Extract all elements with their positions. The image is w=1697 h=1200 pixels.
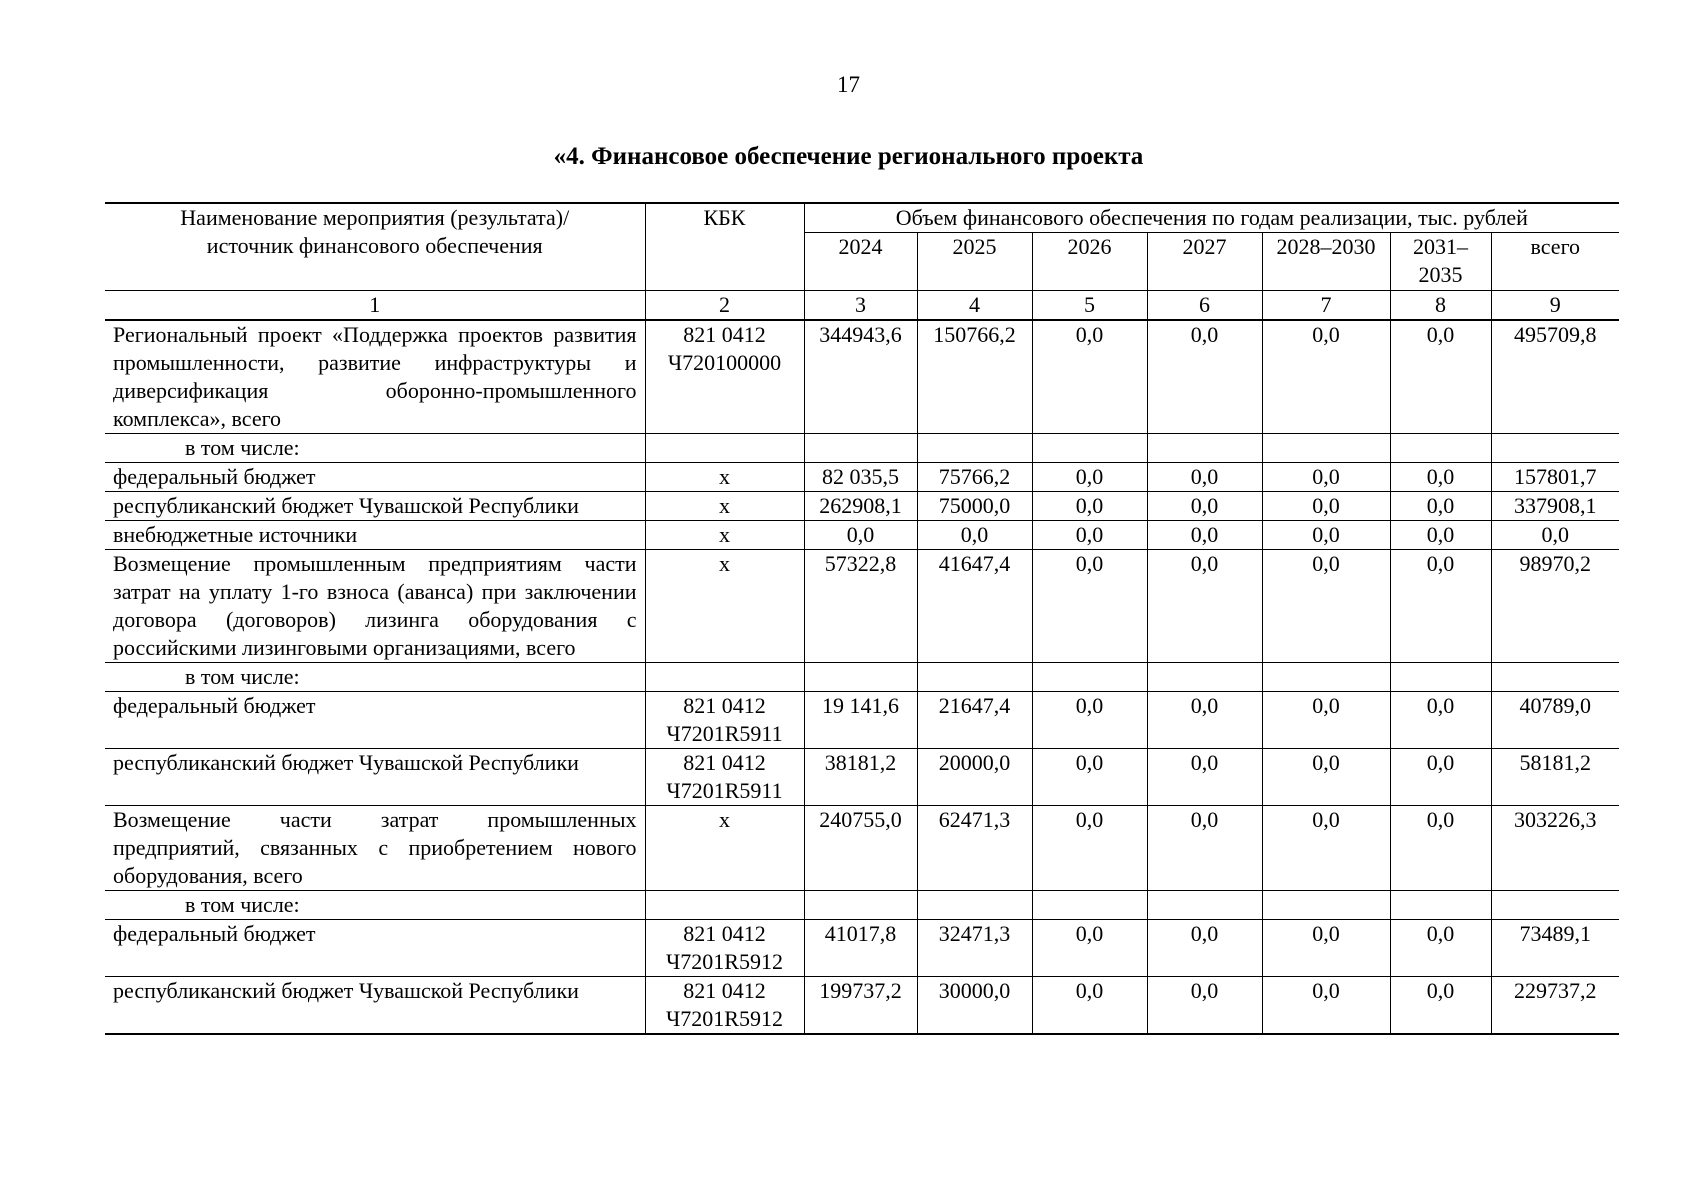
- row-total-value: [1491, 663, 1619, 692]
- table-row: [105, 692, 1619, 749]
- kbk-line: Ч7201R5912: [666, 1006, 783, 1031]
- row-name: Возмещение промышленным предприятиям части затрат на уплату 1-го взноса (аванса) при заключении договора (договоров) лизинга оборудования с российскими лизинговыми организациями, всего: [105, 550, 645, 663]
- row-year-value: [1147, 663, 1262, 692]
- row-name: внебюджетные источники: [105, 521, 645, 550]
- row-year-value: [1390, 434, 1491, 463]
- kbk-line: x: [719, 551, 730, 576]
- row-year-value: 0,0: [1032, 977, 1147, 1035]
- row-year-value: 0,0: [1147, 521, 1262, 550]
- row-kbk: [645, 806, 804, 891]
- row-total-value: 58181,2: [1491, 749, 1619, 806]
- row-name: Возмещение части затрат промышленных предприятий, связанных с приобретением нового оборудования, всего: [105, 806, 645, 891]
- row-total-value: [1491, 891, 1619, 920]
- row-year-value: 0,0: [1390, 550, 1491, 663]
- row-year-value: 0,0: [1032, 550, 1147, 663]
- row-total-value: 495709,8: [1491, 320, 1619, 434]
- row-year-value: [917, 891, 1032, 920]
- table-body: [105, 320, 1619, 1034]
- row-total-value: 303226,3: [1491, 806, 1619, 891]
- table-row: [105, 550, 1619, 663]
- row-year-value: 38181,2: [804, 749, 917, 806]
- row-year-value: [1147, 891, 1262, 920]
- row-year-value: 199737,2: [804, 977, 917, 1035]
- section-title: «4. Финансовое обеспечение регионального проекта: [553, 143, 1144, 170]
- financing-table: [105, 202, 1619, 1035]
- kbk-line: 821 0412: [683, 978, 766, 1003]
- row-year-value: 0,0: [1147, 463, 1262, 492]
- row-kbk: [645, 663, 804, 692]
- row-year-value: 0,0: [1147, 550, 1262, 663]
- row-year-value: 240755,0: [804, 806, 917, 891]
- column-number: 3: [804, 291, 917, 321]
- row-name: в том числе:: [105, 891, 645, 920]
- row-kbk: [645, 891, 804, 920]
- row-year-value: 0,0: [1032, 492, 1147, 521]
- row-year-value: 0,0: [1262, 550, 1390, 663]
- row-kbk: [645, 977, 804, 1035]
- row-year-value: 0,0: [1390, 463, 1491, 492]
- page-number: 17: [837, 72, 860, 97]
- row-kbk: [645, 920, 804, 977]
- header-name: Наименование мероприятия (результата)/ источник финансового обеспечения: [105, 203, 645, 291]
- header-year: 2024: [804, 233, 917, 291]
- kbk-line: x: [719, 522, 730, 547]
- row-year-value: 0,0: [1262, 749, 1390, 806]
- row-year-value: 0,0: [1390, 320, 1491, 434]
- row-year-value: 0,0: [1032, 749, 1147, 806]
- row-year-value: 0,0: [1147, 977, 1262, 1035]
- row-year-value: [1262, 891, 1390, 920]
- row-total-value: 337908,1: [1491, 492, 1619, 521]
- row-year-value: 0,0: [1390, 749, 1491, 806]
- row-year-value: 0,0: [1032, 320, 1147, 434]
- row-kbk: [645, 521, 804, 550]
- header-year: 2028–2030: [1262, 233, 1390, 291]
- row-name: в том числе:: [105, 663, 645, 692]
- table-row: [105, 320, 1619, 434]
- table-row: [105, 749, 1619, 806]
- row-year-value: [1147, 434, 1262, 463]
- header-year: 2027: [1147, 233, 1262, 291]
- row-name: республиканский бюджет Чувашской Республики: [105, 977, 645, 1035]
- row-year-value: 0,0: [1390, 521, 1491, 550]
- row-year-value: [1262, 434, 1390, 463]
- kbk-line: 821 0412: [683, 750, 766, 775]
- row-year-value: [804, 663, 917, 692]
- row-kbk: [645, 320, 804, 434]
- row-year-value: 344943,6: [804, 320, 917, 434]
- row-total-value: 229737,2: [1491, 977, 1619, 1035]
- row-year-value: 75766,2: [917, 463, 1032, 492]
- kbk-line: x: [719, 807, 730, 832]
- row-year-value: 0,0: [1147, 692, 1262, 749]
- row-year-value: 0,0: [1262, 492, 1390, 521]
- table-row: [105, 663, 1619, 692]
- row-year-value: 21647,4: [917, 692, 1032, 749]
- row-name: федеральный бюджет: [105, 920, 645, 977]
- row-year-value: 0,0: [1032, 521, 1147, 550]
- row-year-value: [917, 434, 1032, 463]
- row-kbk: [645, 749, 804, 806]
- row-year-value: 0,0: [1262, 463, 1390, 492]
- row-year-value: 0,0: [1032, 692, 1147, 749]
- row-year-value: [804, 434, 917, 463]
- row-name: республиканский бюджет Чувашской Республики: [105, 492, 645, 521]
- row-year-value: [804, 891, 917, 920]
- row-year-value: 0,0: [1147, 920, 1262, 977]
- row-kbk: [645, 492, 804, 521]
- row-year-value: 0,0: [1262, 320, 1390, 434]
- row-year-value: [1032, 663, 1147, 692]
- column-number: 9: [1491, 291, 1619, 321]
- kbk-line: x: [719, 464, 730, 489]
- kbk-line: Ч7201R5912: [666, 949, 783, 974]
- row-year-value: 0,0: [804, 521, 917, 550]
- column-number: 6: [1147, 291, 1262, 321]
- row-year-value: 41017,8: [804, 920, 917, 977]
- column-number: 8: [1390, 291, 1491, 321]
- kbk-line: Ч720100000: [667, 350, 782, 375]
- kbk-line: Ч7201R5911: [666, 721, 783, 746]
- row-name: в том числе:: [105, 434, 645, 463]
- kbk-line: Ч7201R5911: [666, 778, 783, 803]
- table-row: [105, 492, 1619, 521]
- header-year-total: всего: [1491, 233, 1619, 291]
- kbk-line: 821 0412: [683, 921, 766, 946]
- row-year-value: 0,0: [1032, 463, 1147, 492]
- column-number: 1: [105, 291, 645, 321]
- column-number: 7: [1262, 291, 1390, 321]
- row-year-value: 0,0: [1390, 492, 1491, 521]
- table-row: [105, 463, 1619, 492]
- row-year-value: 150766,2: [917, 320, 1032, 434]
- row-total-value: 40789,0: [1491, 692, 1619, 749]
- row-name: федеральный бюджет: [105, 692, 645, 749]
- header-volume: Объем финансового обеспечения по годам реализации, тыс. рублей: [804, 203, 1619, 233]
- row-year-value: 0,0: [1262, 920, 1390, 977]
- row-year-value: 0,0: [1262, 692, 1390, 749]
- row-year-value: [1390, 891, 1491, 920]
- row-kbk: [645, 692, 804, 749]
- row-year-value: 0,0: [1147, 492, 1262, 521]
- row-kbk: [645, 434, 804, 463]
- row-total-value: 157801,7: [1491, 463, 1619, 492]
- row-kbk: [645, 550, 804, 663]
- row-year-value: 75000,0: [917, 492, 1032, 521]
- row-year-value: 0,0: [1390, 692, 1491, 749]
- row-year-value: 0,0: [1147, 320, 1262, 434]
- header-year: 2026: [1032, 233, 1147, 291]
- row-year-value: 57322,8: [804, 550, 917, 663]
- kbk-line: x: [719, 493, 730, 518]
- table-row: [105, 806, 1619, 891]
- row-year-value: 0,0: [1262, 977, 1390, 1035]
- row-year-value: 0,0: [1262, 521, 1390, 550]
- kbk-line: 821 0412: [683, 693, 766, 718]
- row-year-value: 0,0: [1147, 749, 1262, 806]
- row-total-value: 98970,2: [1491, 550, 1619, 663]
- row-year-value: 32471,3: [917, 920, 1032, 977]
- row-name: Региональный проект «Поддержка проектов развития промышленности, развитие инфраструктуры и диверсификация оборонно-промышленного комплекса», всего: [105, 320, 645, 434]
- table-row: [105, 434, 1619, 463]
- row-year-value: 0,0: [917, 521, 1032, 550]
- row-year-value: 41647,4: [917, 550, 1032, 663]
- column-number: 5: [1032, 291, 1147, 321]
- row-name: федеральный бюджет: [105, 463, 645, 492]
- row-year-value: 30000,0: [917, 977, 1032, 1035]
- row-year-value: 82 035,5: [804, 463, 917, 492]
- row-total-value: [1491, 434, 1619, 463]
- row-year-value: 0,0: [1262, 806, 1390, 891]
- row-year-value: 0,0: [1390, 806, 1491, 891]
- column-number: 4: [917, 291, 1032, 321]
- row-year-value: [1032, 891, 1147, 920]
- row-year-value: 0,0: [1147, 806, 1262, 891]
- row-year-value: 0,0: [1390, 920, 1491, 977]
- row-year-value: 20000,0: [917, 749, 1032, 806]
- row-kbk: [645, 463, 804, 492]
- header-year: 2031–2035: [1390, 233, 1491, 291]
- table-row: [105, 521, 1619, 550]
- row-total-value: 73489,1: [1491, 920, 1619, 977]
- header-year: 2025: [917, 233, 1032, 291]
- table-row: [105, 891, 1619, 920]
- header-numbering-row: [105, 291, 1619, 321]
- table-row: [105, 977, 1619, 1035]
- row-year-value: [1032, 434, 1147, 463]
- row-year-value: [1262, 663, 1390, 692]
- row-year-value: 19 141,6: [804, 692, 917, 749]
- row-year-value: 62471,3: [917, 806, 1032, 891]
- row-year-value: 262908,1: [804, 492, 917, 521]
- row-total-value: 0,0: [1491, 521, 1619, 550]
- column-number: 2: [645, 291, 804, 321]
- header-row-1: [105, 203, 1619, 233]
- row-year-value: 0,0: [1390, 977, 1491, 1035]
- table-row: [105, 920, 1619, 977]
- row-year-value: [917, 663, 1032, 692]
- row-name: республиканский бюджет Чувашской Республики: [105, 749, 645, 806]
- row-year-value: [1390, 663, 1491, 692]
- row-year-value: 0,0: [1032, 920, 1147, 977]
- kbk-line: 821 0412: [683, 322, 766, 347]
- row-year-value: 0,0: [1032, 806, 1147, 891]
- header-kbk: КБК: [645, 203, 804, 291]
